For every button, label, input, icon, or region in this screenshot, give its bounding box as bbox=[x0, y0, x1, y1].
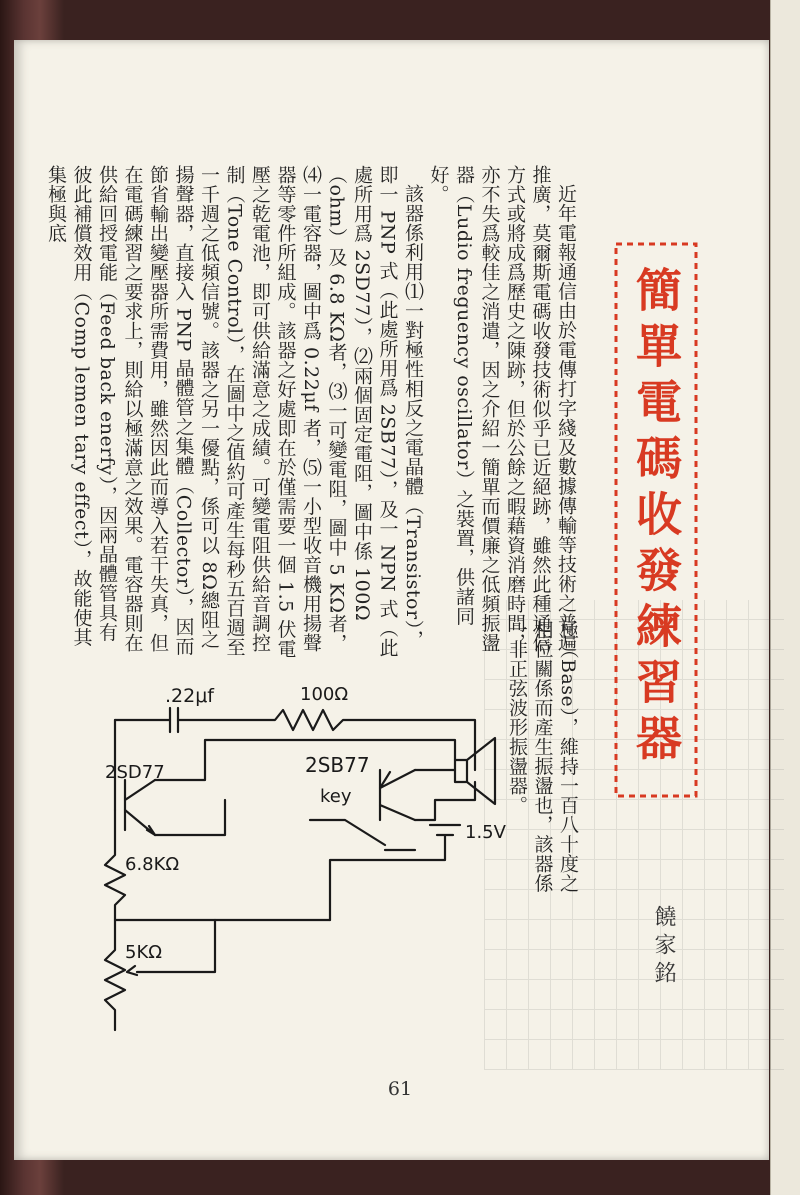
pnp-transistor-symbol bbox=[380, 770, 415, 820]
circuit-diagram bbox=[95, 660, 545, 1060]
pnp-label: 2SB77 bbox=[305, 753, 370, 777]
body-paragraph-2: 該器係利用⑴一對極性相反之電晶體（Transistor），即一 PNP 式（此處所用爲 2SB77），及一 NPN 式（此處所用爲 2SD77），⑵兩個固定電阻，圖中係 100Ω（ohm）及 6.8 KΩ者，⑶一可變電阻，圖中 5 KΩ者，⑷一電容器，圖中爲 0.22μf 者，⑸一小型收音機用揚聲器等零件所組成。該器之好處即在於僅需要一個 1.5 伏電壓之乾電池，即可供給滿意之成績。可變電阻供給音調控制（Tone Control），在圖中之值約可產生每秒五百週至一千週之低頻信號。該器之另一優點，係可以 8Ω總阻之揚聲器，直接入 PNP 晶體管之集體（Collector），因而節省輸出變壓器所需費用，雖然因此而導入若干失真，但在電碼練習之要求上，則給以極滿意之效果。電容器則在供給回授電能（Feed back enerfy），因兩晶體管具有彼此補償效用（Comp lemen tary effect），故能使其集極與底 bbox=[45, 165, 424, 659]
wire-speaker-return bbox=[415, 782, 475, 820]
resistor-6-8k-label: 6.8KΩ bbox=[125, 854, 180, 875]
capacitor-label: .22μf bbox=[165, 685, 214, 707]
page-number: 61 bbox=[387, 1078, 413, 1100]
wire-npn-emitter bbox=[155, 800, 225, 835]
capacitor-symbol bbox=[170, 708, 178, 732]
key-switch-symbol bbox=[310, 820, 415, 850]
author-name: 饒家銘 bbox=[651, 905, 676, 989]
title-box bbox=[612, 240, 700, 800]
npn-label: 2SD77 bbox=[105, 762, 165, 783]
article-body bbox=[45, 165, 578, 660]
resistor-100-label: 100Ω bbox=[300, 684, 349, 705]
battery-label: 1.5V bbox=[465, 822, 506, 843]
potentiometer-label: 5KΩ bbox=[125, 942, 163, 963]
key-label: key bbox=[320, 786, 352, 807]
potentiometer-symbol bbox=[105, 920, 125, 1030]
battery-symbol bbox=[330, 825, 460, 920]
potentiometer-wiper bbox=[127, 966, 137, 975]
npn-transistor-symbol bbox=[125, 780, 155, 835]
continuation-text: 極（Base），維持一百八十度之相位關係而產生振盪也，該器係一非正弦波形振盪器。 bbox=[506, 620, 579, 893]
article-title: 簡單電碼收發練習器 bbox=[629, 266, 683, 770]
body-paragraph-1: 近年電報通信由於電傳打字綫及數據傳輸等技術之普遍推廣，莫爾斯電碼收發技術似乎已近絕跡，雖然此種通信方式或將成爲歷史之陳跡，但於公餘之暇藉資消磨時間，亦不失爲較佳之消遣，因之介紹一簡單而價廉之低頻振盪器（Ludio freguency oscillator）之裝置，供諸同好。 bbox=[427, 165, 577, 653]
